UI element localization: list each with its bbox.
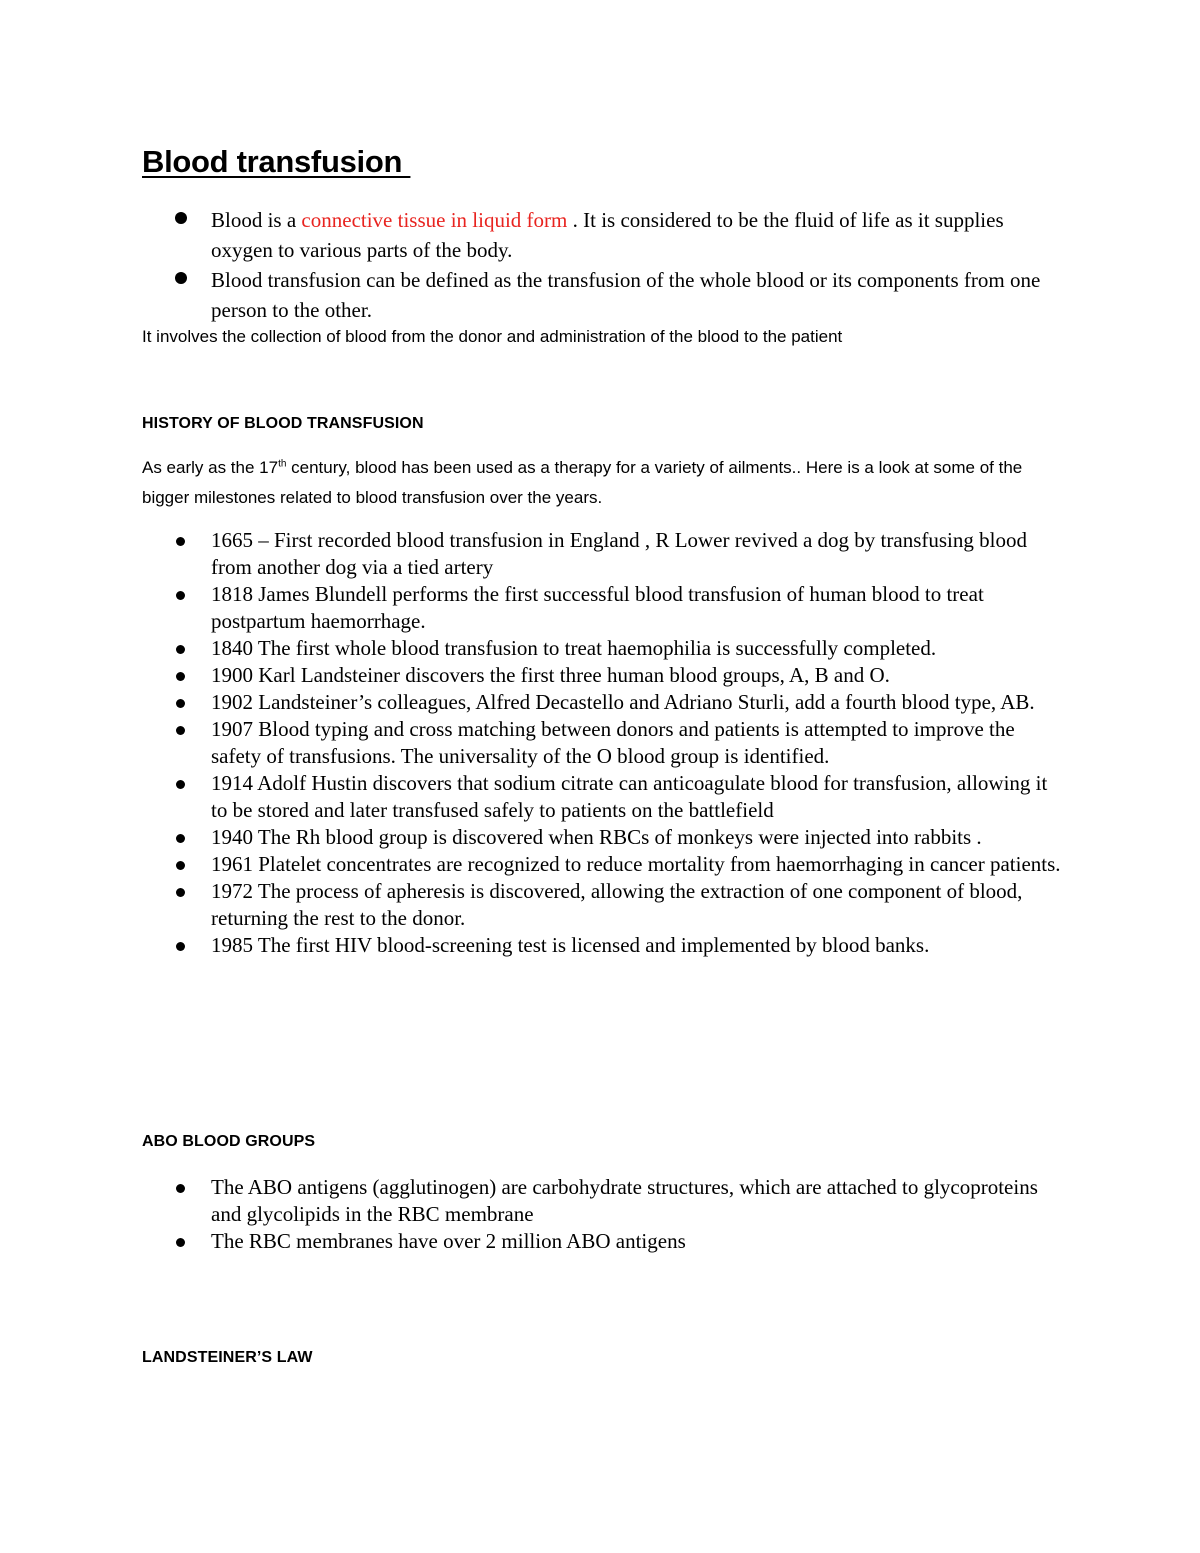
milestone-text: 1902 Landsteiner’s colleagues, Alfred Decastello and Adriano Sturli, add a fourth blood type, AB.	[211, 690, 1035, 714]
abo-text: The ABO antigens (agglutinogen) are carbohydrate structures, which are attached to glycoproteins and glycolipids in the RBC membrane	[211, 1175, 1038, 1226]
bullet-icon	[176, 834, 185, 843]
bullet-icon	[176, 591, 185, 600]
milestone-text: 1940 The Rh blood group is discovered when RBCs of monkeys were injected into rabbits .	[211, 825, 982, 849]
bullet-icon	[176, 942, 185, 951]
list-item	[0, 770, 1061, 824]
list-item	[0, 1228, 1061, 1255]
list-item	[0, 878, 1061, 932]
list-item	[0, 265, 1061, 325]
highlighted-text: connective tissue in liquid form	[301, 208, 573, 232]
milestone-text: 1985 The first HIV blood-screening test is licensed and implemented by blood banks.	[211, 933, 930, 957]
history-list	[0, 527, 1061, 959]
milestone-text: 1818 James Blundell performs the first successful blood transfusion of human blood to treat postpartum haemorrhage.	[211, 582, 984, 633]
bullet-icon	[176, 1238, 185, 1247]
list-item	[0, 581, 1061, 635]
history-intro-text: century, blood has been used as a therapy for a variety of ailments.. Here is a look at some of the bigger milestones related to blood transfusion over the years.	[142, 458, 1023, 507]
landsteiner-heading: LANDSTEINER’S LAW	[142, 1349, 313, 1366]
bullet-icon	[176, 780, 185, 789]
milestone-text: 1914 Adolf Hustin discovers that sodium citrate can anticoagulate blood for transfusion, allowing it to be stored and later transfused safely to patients on the battlefield	[211, 771, 1048, 822]
list-item	[0, 689, 1061, 716]
list-item	[0, 932, 1061, 959]
bullet-icon	[175, 272, 187, 284]
intro-paragraph: It involves the collection of blood from the donor and administration of the blood to the patient	[142, 327, 843, 346]
intro-list	[0, 205, 1061, 325]
history-intro-text: As early as the 17	[142, 458, 279, 477]
milestone-text: 1840 The first whole blood transfusion to treat haemophilia is successfully completed.	[211, 636, 937, 660]
abo-heading: ABO BLOOD GROUPS	[142, 1133, 316, 1150]
bullet-icon	[176, 861, 185, 870]
bullet-icon	[175, 212, 187, 224]
abo-list	[0, 1174, 1061, 1255]
intro-text: . It is considered to be the fluid of life as it supplies oxygen to various parts of the body.	[211, 208, 1004, 262]
bullet-icon	[176, 645, 185, 654]
list-item	[0, 205, 1061, 265]
milestone-text: 1907 Blood typing and cross matching between donors and patients is attempted to improve the safety of transfusions. The universality of the O blood group is identified.	[211, 717, 1015, 768]
milestone-text: 1972 The process of apheresis is discovered, allowing the extraction of one component of blood, returning the rest to the donor.	[211, 879, 1023, 930]
milestone-text: 1665 – First recorded blood transfusion in England , R Lower revived a dog by transfusing blood from another dog via a tied artery	[211, 528, 1027, 579]
milestone-text: 1961 Platelet concentrates are recognized to reduce mortality from haemorrhaging in cancer patients.	[211, 852, 1061, 876]
intro-text: Blood is a	[211, 208, 302, 232]
list-item	[0, 851, 1061, 878]
list-item	[0, 635, 1061, 662]
list-item	[0, 662, 1061, 689]
intro-text: Blood transfusion can be defined as the transfusion of the whole blood or its components from one person to the other.	[211, 268, 1041, 322]
list-item	[0, 716, 1061, 770]
bullet-icon	[176, 888, 185, 897]
list-item	[0, 527, 1061, 581]
superscript: th	[278, 458, 287, 470]
list-item	[0, 1174, 1061, 1228]
milestone-text: 1900 Karl Landsteiner discovers the first three human blood groups, A, B and O.	[211, 663, 890, 687]
bullet-icon	[176, 672, 185, 681]
history-heading: HISTORY OF BLOOD TRANSFUSION	[142, 415, 424, 432]
bullet-icon	[176, 726, 185, 735]
bullet-icon	[176, 1184, 185, 1193]
abo-text: The RBC membranes have over 2 million ABO antigens	[211, 1229, 686, 1253]
bullet-icon	[176, 699, 185, 708]
page-title: Blood transfusion	[142, 144, 411, 179]
bullet-icon	[176, 537, 185, 546]
list-item	[0, 824, 1061, 851]
history-intro	[142, 453, 1062, 513]
